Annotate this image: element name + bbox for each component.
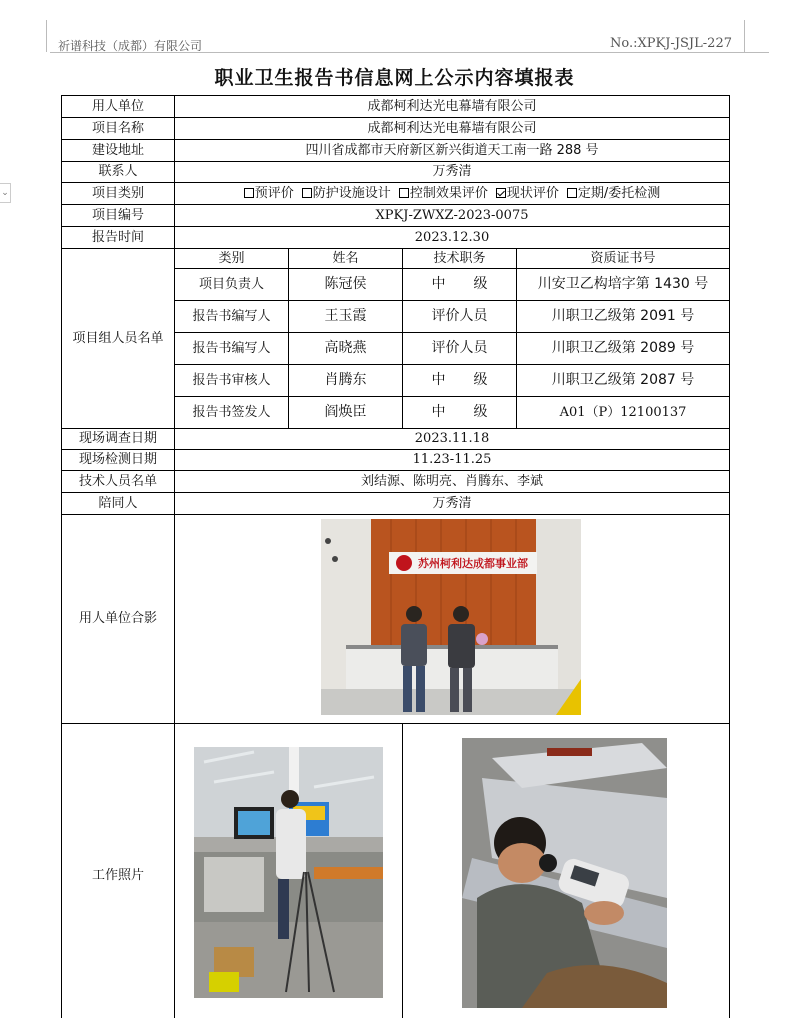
test-date-label: 现场检测日期: [62, 450, 175, 471]
header-rule: [50, 52, 769, 53]
address-label: 建设地址: [62, 140, 175, 162]
contact-value: 万秀清: [175, 162, 730, 183]
member-title: 中 级: [403, 269, 517, 301]
row-address: [62, 140, 730, 162]
member-name: 肖腾东: [289, 365, 403, 397]
technicians-label: 技术人员名单: [62, 471, 175, 493]
work-photo-right: [462, 738, 667, 1008]
project-type-options: [175, 183, 730, 205]
team-header-row: [62, 249, 730, 269]
member-title: 评价人员: [403, 301, 517, 333]
address-value: 四川省成都市天府新区新兴街道天工南一路 288 号: [175, 140, 730, 162]
employer-value: 成都柯利达光电幕墙有限公司: [175, 96, 730, 118]
checkbox-icon[interactable]: [302, 188, 312, 198]
team-header-title: 技术职务: [403, 249, 517, 269]
checked-checkbox-icon[interactable]: [496, 188, 506, 198]
option-control-effect[interactable]: 控制效果评价: [399, 186, 488, 201]
work-photo-right-illustration: [462, 738, 667, 1008]
work-photo-left-illustration: [194, 747, 383, 998]
member-cert: 川职卫乙级第 2087 号: [517, 365, 730, 397]
member-title: 中 级: [403, 397, 517, 429]
member-name: 陈冠侯: [289, 269, 403, 301]
report-date-value: 2023.12.30: [175, 227, 730, 249]
crop-mark-left: [46, 20, 47, 52]
work-photos-label: 工作照片: [62, 724, 175, 1018]
member-role: 报告书编写人: [175, 333, 289, 365]
survey-date-label: 现场调查日期: [62, 429, 175, 450]
work-photo-left: [194, 747, 383, 998]
project-no-value: XPKJ-ZWXZ-2023-0075: [175, 205, 730, 227]
survey-date-value: 2023.11.18: [175, 429, 730, 450]
team-header-role: 类别: [175, 249, 289, 269]
row-employer: [62, 96, 730, 118]
row-technicians: [62, 471, 730, 493]
escort-label: 陪同人: [62, 493, 175, 515]
row-project-no: [62, 205, 730, 227]
option-periodic-testing[interactable]: 定期/委托检测: [567, 186, 660, 201]
member-name: 高晓燕: [289, 333, 403, 365]
checkbox-icon[interactable]: [399, 188, 409, 198]
team-header-name: 姓名: [289, 249, 403, 269]
member-cert: 川安卫乙构培字第 1430 号: [517, 269, 730, 301]
group-photo-label: 用人单位合影: [62, 515, 175, 724]
project-no-label: 项目编号: [62, 205, 175, 227]
row-escort: [62, 493, 730, 515]
chevron-down-icon[interactable]: ⌄: [0, 183, 11, 203]
row-contact: [62, 162, 730, 183]
member-role: 报告书签发人: [175, 397, 289, 429]
project-name-label: 项目名称: [62, 118, 175, 140]
technicians-value: 刘结源、陈明亮、肖腾东、李斌: [175, 471, 730, 493]
company-header: 祈谱科技（成都）有限公司: [58, 39, 203, 53]
option-status-assessment[interactable]: 现状评价: [496, 186, 559, 201]
page-title: 职业卫生报告书信息网上公示内容填报表: [214, 67, 575, 89]
member-name: 阎焕臣: [289, 397, 403, 429]
contact-label: 联系人: [62, 162, 175, 183]
option-pre-assessment[interactable]: 预评价: [244, 186, 294, 201]
employer-label: 用人单位: [62, 96, 175, 118]
member-title: 评价人员: [403, 333, 517, 365]
team-label: 项目组人员名单: [62, 249, 175, 429]
test-date-value: 11.23-11.25: [175, 450, 730, 471]
member-role: 报告书审核人: [175, 365, 289, 397]
group-photo: [321, 519, 581, 715]
row-project-name: [62, 118, 730, 140]
group-photo-illustration: [321, 519, 581, 715]
member-cert: 川职卫乙级第 2089 号: [517, 333, 730, 365]
option-protection-design[interactable]: 防护设施设计: [302, 186, 391, 201]
member-name: 王玉霞: [289, 301, 403, 333]
document-number: No.:XPKJ-JSJL-227: [610, 36, 732, 51]
project-type-label: 项目类别: [62, 183, 175, 205]
project-name-value: 成都柯利达光电幕墙有限公司: [175, 118, 730, 140]
sign-text: 苏州柯利达成都事业部: [418, 557, 528, 570]
member-role: 项目负责人: [175, 269, 289, 301]
checkbox-icon[interactable]: [244, 188, 254, 198]
row-survey-date: [62, 429, 730, 450]
team-header-cert: 资质证书号: [517, 249, 730, 269]
crop-mark-right: [744, 20, 745, 52]
row-project-type: [62, 183, 730, 205]
escort-value: 万秀清: [175, 493, 730, 515]
member-cert: 川职卫乙级第 2091 号: [517, 301, 730, 333]
row-test-date: [62, 450, 730, 471]
checkbox-icon[interactable]: [567, 188, 577, 198]
member-cert: A01（P）12100137: [517, 397, 730, 429]
member-title: 中 级: [403, 365, 517, 397]
report-date-label: 报告时间: [62, 227, 175, 249]
row-report-date: [62, 227, 730, 249]
member-role: 报告书编写人: [175, 301, 289, 333]
